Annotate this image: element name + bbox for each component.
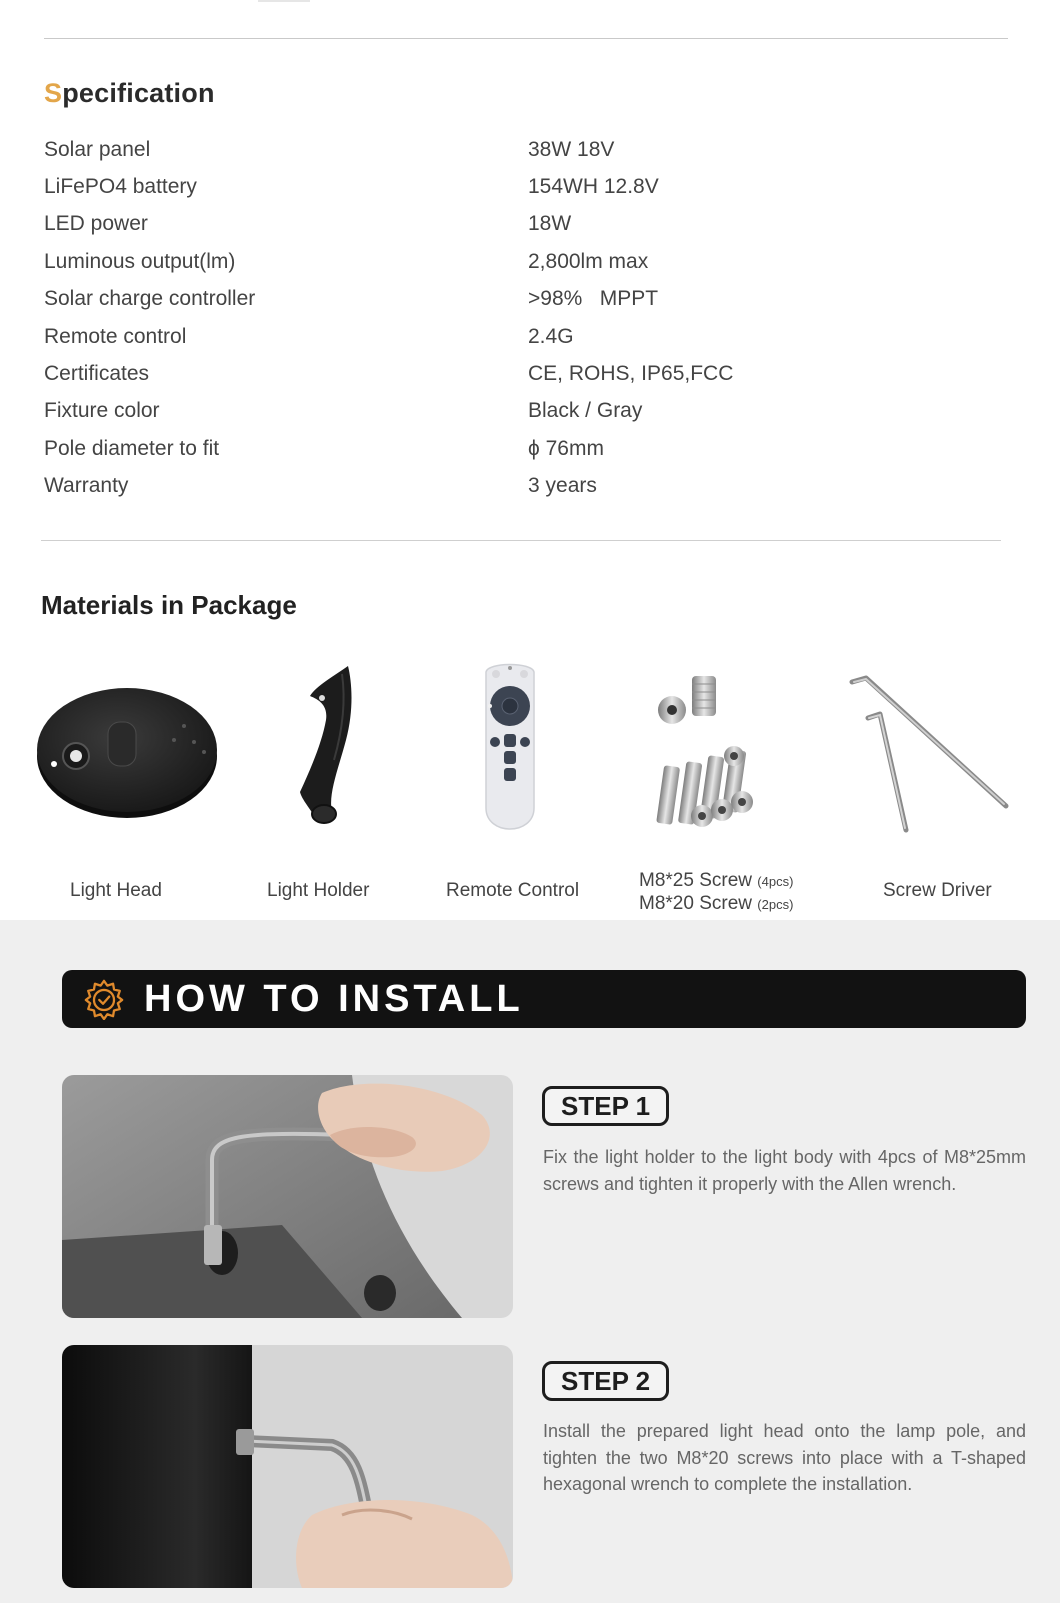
install-title: HOW TO INSTALL — [144, 978, 524, 1020]
step-1-text: Fix the light holder to the light body with 4pcs of M8*25mm screws and tighten it properly with the Allen wrench. — [543, 1147, 1026, 1194]
specification-title-rest: pecification — [62, 78, 215, 108]
light-holder-image — [292, 662, 362, 830]
spec-row — [44, 206, 964, 243]
spec-row — [44, 430, 964, 467]
remote-control-image — [478, 658, 542, 838]
step-1-photo — [62, 1075, 513, 1318]
gear-check-icon — [82, 978, 126, 1020]
specification-title-accent: S — [44, 78, 63, 108]
top-divider — [44, 38, 1008, 39]
spec-value: 2,800lm max — [528, 249, 649, 273]
spec-value: 3 years — [528, 474, 597, 498]
top-divider-stub — [258, 0, 310, 2]
spec-key: Luminous output(lm) — [44, 249, 236, 273]
spec-value: CE, ROHS, IP65,FCC — [528, 362, 734, 386]
spec-row — [44, 393, 964, 430]
section-divider — [41, 540, 1001, 541]
spec-key: Fixture color — [44, 399, 160, 423]
screw-line-2 — [639, 893, 793, 916]
screw-line-1 — [639, 870, 793, 893]
package-item-label: Light Head — [70, 880, 162, 901]
spec-value: 2.4G — [528, 324, 574, 348]
step-1-badge: STEP 1 — [542, 1086, 669, 1126]
spec-value: >98% MPPT — [528, 287, 659, 311]
package-item-label: Remote Control — [446, 880, 580, 901]
screw-line-2-text: M8*20 Screw — [639, 893, 752, 914]
spec-value: ϕ 76mm — [528, 436, 604, 460]
spec-key: Remote control — [44, 324, 187, 348]
spec-key: Certificates — [44, 362, 150, 386]
spec-value: Black / Gray — [528, 399, 643, 423]
spec-row — [44, 243, 964, 280]
specification-title — [44, 78, 215, 109]
spec-key: Solar charge controller — [44, 287, 256, 311]
allen-wrench-image — [846, 674, 1016, 836]
spec-key: Warranty — [44, 474, 129, 498]
step-2-badge: STEP 2 — [542, 1361, 669, 1401]
spec-table — [44, 131, 964, 505]
light-head-image — [34, 676, 220, 822]
screws-image — [652, 668, 760, 836]
spec-row — [44, 318, 964, 355]
package-title: Materials in Package — [41, 590, 297, 620]
spec-key: LED power — [44, 212, 148, 236]
spec-value: 154WH 12.8V — [528, 175, 659, 199]
package-item-label: Light Holder — [267, 880, 370, 901]
step-2-photo — [62, 1345, 513, 1588]
spec-row — [44, 131, 964, 168]
spec-row — [44, 281, 964, 318]
spec-key: Solar panel — [44, 137, 151, 161]
spec-row — [44, 355, 964, 392]
install-header-bar — [62, 970, 1026, 1028]
screw-line-1-qty: (4pcs) — [757, 874, 794, 889]
screw-line-1-text: M8*25 Screw — [639, 870, 752, 891]
spec-row — [44, 168, 964, 205]
step-2-text: Install the prepared light head onto the lamp pole, and tighten the two M8*20 screws into place with a T-shaped hexagonal wrench to complete the installation. — [543, 1421, 1026, 1494]
screw-line-2-qty: (2pcs) — [757, 897, 794, 912]
spec-row — [44, 468, 964, 505]
spec-value: 18W — [528, 212, 572, 236]
spec-key: LiFePO4 battery — [44, 175, 197, 199]
spec-value: 38W 18V — [528, 137, 615, 161]
package-item-label: Screw Driver — [883, 880, 992, 901]
spec-key: Pole diameter to fit — [44, 436, 220, 460]
package-item-label-screws — [639, 870, 793, 916]
